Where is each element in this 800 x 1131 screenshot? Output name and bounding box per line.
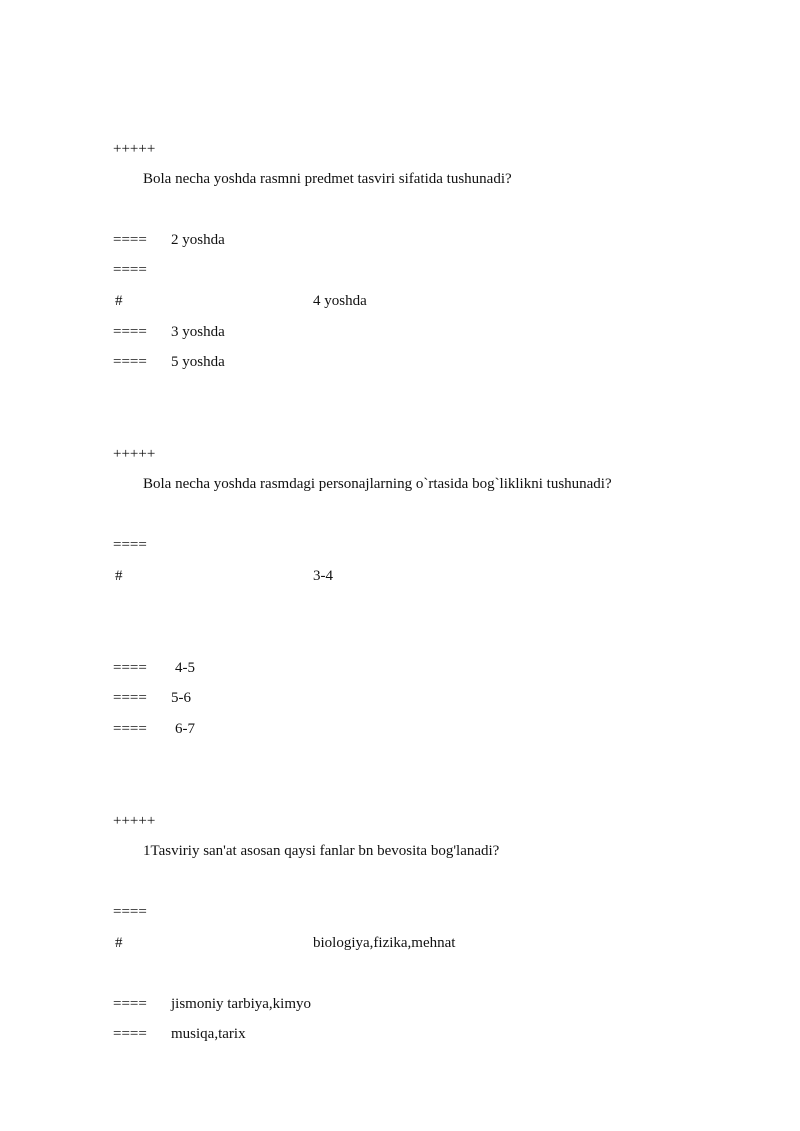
answer-text: 4 yoshda: [313, 293, 367, 309]
answer-mark: #: [115, 935, 123, 951]
option-text: 4-5: [175, 660, 195, 676]
option-text: 6-7: [175, 721, 195, 737]
option-mark: ====: [113, 537, 147, 553]
option-mark: ====: [113, 721, 147, 737]
option-mark: ====: [113, 904, 147, 920]
option-mark: ====: [113, 690, 147, 706]
answer-mark: #: [115, 293, 123, 309]
question-marker: +++++: [113, 813, 156, 829]
option-mark: ====: [113, 996, 147, 1012]
option-text: 3 yoshda: [171, 324, 225, 340]
option-mark: ====: [113, 232, 147, 248]
question-text: Bola necha yoshda rasmdagi personajlarning o`rtasida bog`liklikni tushunadi?: [143, 476, 612, 492]
question-text: 1Tasviriy san'at asosan qaysi fanlar bn bevosita bog'lanadi?: [143, 843, 500, 859]
answer-text: 3-4: [313, 568, 333, 584]
answer-mark: #: [115, 568, 123, 584]
option-mark: ====: [113, 262, 147, 278]
option-mark: ====: [113, 1026, 147, 1042]
question-marker: +++++: [113, 141, 156, 157]
option-text: jismoniy tarbiya,kimyo: [171, 996, 311, 1012]
option-text: 2 yoshda: [171, 232, 225, 248]
question-marker: +++++: [113, 446, 156, 462]
answer-text: biologiya,fizika,mehnat: [313, 935, 456, 951]
option-mark: ====: [113, 354, 147, 370]
option-text: 5 yoshda: [171, 354, 225, 370]
option-mark: ====: [113, 324, 147, 340]
question-text: Bola necha yoshda rasmni predmet tasviri sifatida tushunadi?: [143, 171, 512, 187]
option-text: 5-6: [171, 690, 191, 706]
option-text: musiqa,tarix: [171, 1026, 246, 1042]
option-mark: ====: [113, 660, 147, 676]
